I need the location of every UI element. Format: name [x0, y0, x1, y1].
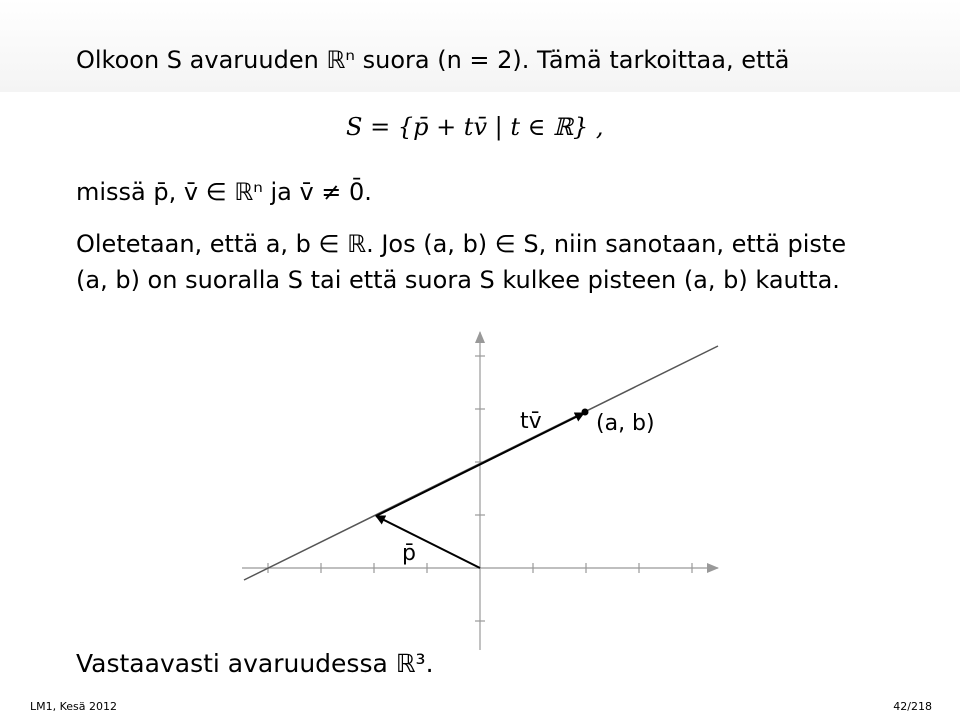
label-point: (a, b) [596, 411, 655, 436]
footer-course: LM1, Kesä 2012 [30, 700, 118, 713]
footer-page-number: 42/218 [893, 700, 932, 713]
label-p: p̄ [402, 541, 416, 566]
intro-line: Olkoon S avaruuden ℝⁿ suora (n = 2). Tämä tarkoittaa, että [76, 46, 790, 74]
label-tv: tv̄ [520, 409, 542, 434]
set-definition: S = {p̄ + tv̄ | t ∈ ℝ} , [346, 113, 604, 141]
footer [0, 696, 960, 718]
where-line: missä p̄, v̄ ∈ ℝⁿ ja v̄ ≠ 0̄. [76, 178, 372, 206]
vector-p [376, 516, 480, 568]
definition-line: (a, b) on suoralla S tai että suora S kulkee pisteen (a, b) kautta. [76, 266, 840, 294]
assumption-line: Oletetaan, että a, b ∈ ℝ. Jos (a, b) ∈ S, niin sanotaan, että piste [76, 230, 847, 258]
closing-line: Vastaavasti avaruudessa ℝ³. [76, 649, 434, 678]
point-ab [582, 409, 589, 416]
